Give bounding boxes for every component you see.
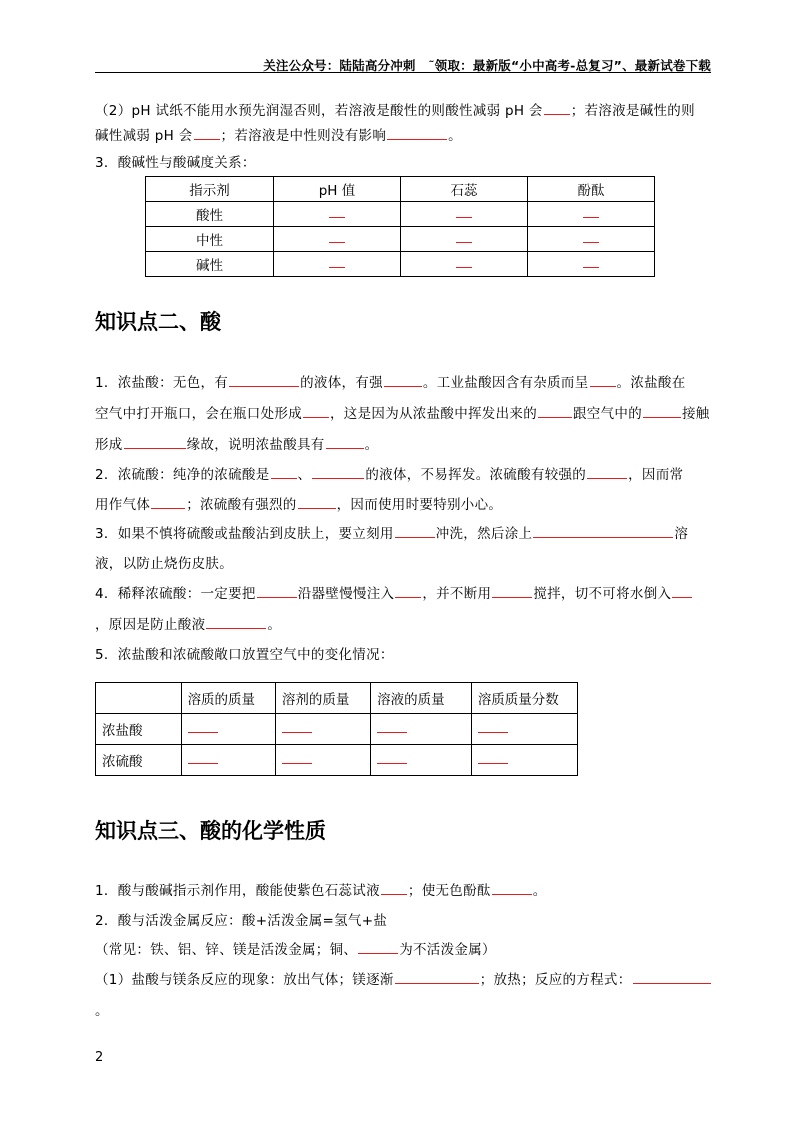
acid-base-table bbox=[145, 176, 655, 277]
text-line: 2．浓硫酸：纯净的浓硫酸是 、 的液体，不易挥发。浓硫酸有较强的 ，因而常 bbox=[95, 467, 684, 483]
blank-cell bbox=[371, 745, 472, 776]
row-label: 酸性 bbox=[146, 202, 274, 227]
text-line: 3．如果不慎将硫酸或盐酸沾到皮肤上，要立刻用 冲洗，然后涂上 溶 bbox=[95, 526, 689, 542]
section-title: 知识点三、酸的化学性质 bbox=[95, 819, 326, 843]
text-line: 。 bbox=[95, 1003, 109, 1019]
blank-cell bbox=[527, 202, 654, 227]
text-line: 碱性减弱 pH 会 ；若溶液是中性则没有影响 。 bbox=[95, 128, 462, 144]
row-label: 浓硫酸 bbox=[96, 745, 182, 776]
blank-cell bbox=[273, 227, 400, 252]
table-row bbox=[146, 202, 655, 227]
blank-cell bbox=[471, 714, 577, 745]
text-line: （常见：铁、铝、锌、镁是活泼金属；铜、 为不活泼金属） bbox=[95, 942, 496, 958]
text-line: 2．酸与活泼金属反应：酸+活泼金属=氢气+盐 bbox=[95, 913, 388, 929]
blank-cell bbox=[400, 227, 527, 252]
page-header: 关注公众号：陆陆高分冲刺 ˜领取：最新版“小中高考-总复习”、最新试卷下载 bbox=[263, 58, 711, 73]
text-line: 空气中打开瓶口，会在瓶口处形成 ，这是因为从浓盐酸中挥发出来的 跟空气中的 接触 bbox=[95, 406, 710, 422]
table-header-cell: 溶液的质量 bbox=[371, 683, 472, 714]
table-row bbox=[146, 252, 655, 277]
text-line: 1．浓盐酸：无色，有 的液体，有强 。工业盐酸因含有杂质而呈 。浓盐酸在 bbox=[95, 375, 686, 391]
row-label: 碱性 bbox=[146, 252, 274, 277]
blank-cell bbox=[400, 202, 527, 227]
text-line: （1）盐酸与镁条反应的现象：放出气体；镁逐渐 ；放热；反应的方程式： bbox=[95, 968, 712, 988]
blank-cell bbox=[273, 202, 400, 227]
table-header-cell: 溶质的质量 bbox=[181, 683, 275, 714]
section-title: 知识点二、酸 bbox=[95, 310, 221, 334]
blank-cell bbox=[275, 714, 370, 745]
table-row bbox=[96, 714, 578, 745]
blank-cell bbox=[527, 252, 654, 277]
text-line: 4．稀释浓硫酸：一定要把 沿器壁慢慢注入 ，并不断用 搅拌，切不可将水倒入 bbox=[95, 582, 693, 602]
table-header-cell bbox=[96, 683, 182, 714]
table-header-cell: 指示剂 bbox=[146, 177, 274, 202]
text-line: 1．酸与酸碱指示剂作用，酸能使紫色石蕊试液 ；使无色酚酞 。 bbox=[95, 883, 547, 899]
table-row bbox=[96, 745, 578, 776]
blank-cell bbox=[471, 745, 577, 776]
blank-cell bbox=[275, 745, 370, 776]
table-row bbox=[146, 227, 655, 252]
text-line: 5．浓盐酸和浓硫酸敞口放置空气中的变化情况： bbox=[95, 647, 394, 663]
text-line: （2）pH 试纸不能用水预先润湿否则，若溶液是酸性的则酸性减弱 pH 会 ；若溶液是碱性的则 bbox=[95, 103, 695, 119]
text-line: ，原因是防止酸液 。 bbox=[95, 617, 282, 633]
page-number: 2 bbox=[95, 1050, 104, 1065]
table-header-cell: 石蕊 bbox=[400, 177, 527, 202]
table-header-cell: 溶质质量分数 bbox=[471, 683, 577, 714]
header-rule bbox=[95, 72, 711, 73]
table-header-row bbox=[96, 683, 578, 714]
table-header-cell: 溶剂的质量 bbox=[275, 683, 370, 714]
text-line: 液，以防止烧伤皮肤。 bbox=[95, 556, 233, 572]
text-line: 3．酸碱性与酸碱度关系： bbox=[95, 155, 256, 171]
table-header-cell: pH 值 bbox=[273, 177, 400, 202]
blank-cell bbox=[400, 252, 527, 277]
text-line: 形成 缘故，说明浓盐酸具有 。 bbox=[95, 437, 379, 453]
table-header-cell: 酚酞 bbox=[527, 177, 654, 202]
text-line: 用作气体 ；浓硫酸有强烈的 ，因而使用时要特别小心。 bbox=[95, 497, 503, 513]
row-label: 浓盐酸 bbox=[96, 714, 182, 745]
blank-cell bbox=[371, 714, 472, 745]
blank-cell bbox=[181, 745, 275, 776]
blank-cell bbox=[181, 714, 275, 745]
blank-cell bbox=[273, 252, 400, 277]
acid-exposure-table bbox=[95, 682, 578, 776]
blank-cell bbox=[527, 227, 654, 252]
table-header-row bbox=[146, 177, 655, 202]
row-label: 中性 bbox=[146, 227, 274, 252]
